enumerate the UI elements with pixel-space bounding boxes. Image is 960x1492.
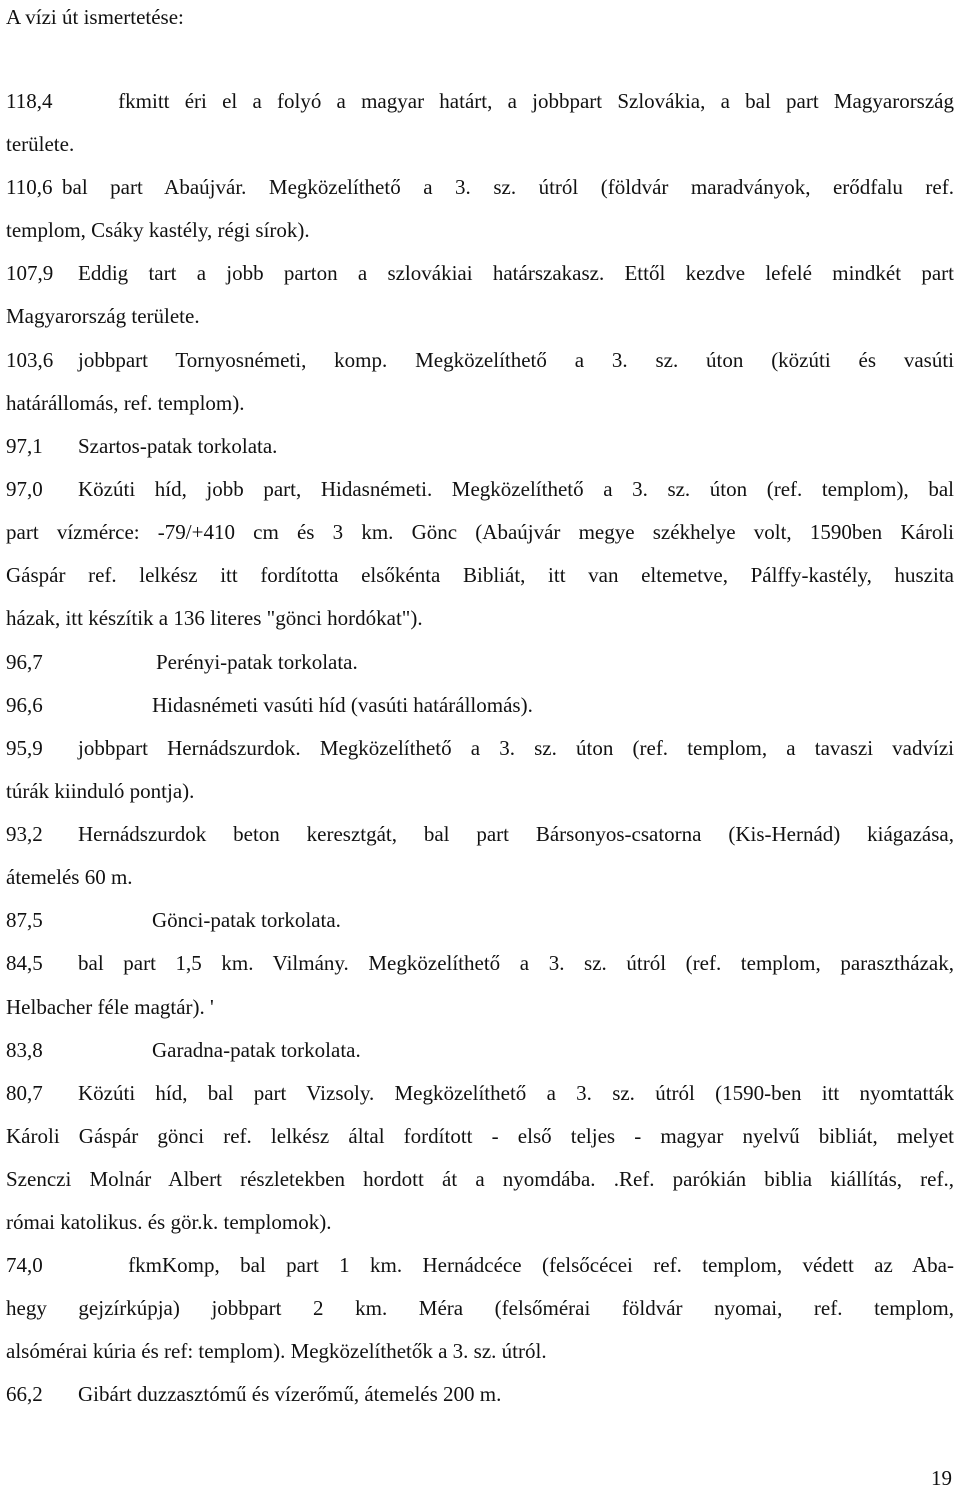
entry-text: Gibárt duzzasztómű és vízerőmű, átemelés 200 m. [78, 1382, 502, 1406]
entry-74-0-line-1 [6, 1251, 954, 1279]
entry-text: Komp, bal part 1 km. Hernádcéce (felsőcécei ref. templom, védett az Aba- [162, 1253, 954, 1277]
entry-text: jobbpart Hernádszurdok. Megközelíthető a 3. sz. úton (ref. templom, a tavaszi vadvízi [78, 736, 954, 760]
entry-text: Garadna-patak torkolata. [152, 1038, 361, 1062]
entry-km: 83,8 [6, 1038, 43, 1062]
entry-text: bal part 1,5 km. Vilmány. Megközelíthető a 3. sz. útról (ref. templom, parasztházak, [78, 951, 954, 975]
entry-93-2-line-2: átemelés 60 m. [6, 865, 133, 889]
entry-km: 80,7 [6, 1081, 43, 1105]
entry-118-4-line-1 [6, 87, 954, 115]
entry-text: Közúti híd, bal part Vizsoly. Megközelíthető a 3. sz. útról (1590-ben itt nyomtatták [78, 1081, 954, 1105]
entry-97-0-line-4: házak, itt készítik a 136 literes "gönci hordókat"). [6, 606, 423, 630]
entry-80-7-line-2: Károli Gáspár gönci ref. lelkész által fordított - első teljes - magyar nyelvű bibliát, melyet [6, 1124, 954, 1148]
entry-km: 87,5 [6, 908, 43, 932]
entry-km: 107,9 [6, 261, 54, 285]
entry-84-5-line-2: Helbacher féle magtár). ' [6, 995, 214, 1019]
entry-km: 95,9 [6, 736, 43, 760]
entry-text: itt éri el a folyó a magyar határt, a jobbpart Szlovákia, a bal part Magyarország [152, 89, 954, 113]
entry-km: 96,7 [6, 650, 43, 674]
entry-text: Perényi-patak torkolata. [156, 650, 358, 674]
entry-text: Gönci-patak torkolata. [152, 908, 341, 932]
entry-80-7-line-3: Szenczi Molnár Albert részletekben hordott át a nyomdába. .Ref. parókián biblia kiállítás, ref., [6, 1167, 954, 1191]
entry-107-9-line-2: Magyarország területe. [6, 304, 200, 328]
entry-107-9-line-1 [6, 259, 954, 287]
entry-97-0-line-2: part vízmérce: -79/+410 cm és 3 km. Gönc (Abaújvár megye székhelye volt, 1590ben Károli [6, 520, 954, 544]
entry-74-0-line-3: alsómérai kúria és ref: templom). Megközelíthetők a 3. sz. útról. [6, 1339, 547, 1363]
entry-84-5-line-1 [6, 949, 954, 977]
entry-97-0-line-1 [6, 475, 954, 503]
entry-text: Közúti híd, jobb part, Hidasnémeti. Megközelíthető a 3. sz. úton (ref. templom), bal [78, 477, 954, 501]
entry-110-6-line-1 [6, 173, 954, 201]
entry-km: 66,2 [6, 1382, 43, 1406]
entry-97-1-line-1 [6, 432, 277, 460]
entry-103-6-line-2: határállomás, ref. templom). [6, 391, 245, 415]
entry-93-2-line-1 [6, 820, 954, 848]
entry-80-7-line-1 [6, 1079, 954, 1107]
entry-118-4-line-2: területe. [6, 132, 75, 156]
entry-km: 97,1 [6, 434, 43, 458]
entry-km: 96,6 [6, 693, 43, 717]
entry-text: Hernádszurdok beton keresztgát, bal part Bársonyos-csatorna (Kis-Hernád) kiágazása, [78, 822, 954, 846]
entry-96-7-line-1 [6, 648, 358, 676]
entry-80-7-line-4: római katolikus. és gör.k. templomok). [6, 1210, 332, 1234]
entry-74-0-line-2: hegy gejzírkúpja) jobbpart 2 km. Méra (felsőmérai földvár nyomai, ref. templom, [6, 1296, 954, 1320]
entry-km: 103,6 [6, 348, 54, 372]
entry-95-9-line-1 [6, 734, 954, 762]
entry-83-8-line-1 [6, 1036, 361, 1064]
entry-text: bal part Abaújvár. Megközelíthető a 3. sz. útról (földvár maradványok, erődfalu ref. [62, 175, 954, 199]
entry-103-6-line-1 [6, 346, 954, 374]
page-number: 19 [931, 1466, 952, 1490]
entry-km: 118,4 fkm [6, 89, 152, 113]
entry-km: 97,0 [6, 477, 43, 501]
entry-km: 110,6 [6, 175, 53, 199]
entry-km: 93,2 [6, 822, 43, 846]
entry-96-6-line-1 [6, 691, 533, 719]
entry-97-0-line-3: Gáspár ref. lelkész itt fordította elsőkénta Bibliát, itt van eltemetve, Pálffy-kastély, huszita [6, 563, 954, 587]
entry-text: jobbpart Tornyosnémeti, komp. Megközelíthető a 3. sz. úton (közúti és vasúti [78, 348, 954, 372]
entry-66-2-line-1 [6, 1380, 501, 1408]
entry-text: Hidasnémeti vasúti híd (vasúti határállomás). [152, 693, 533, 717]
section-heading: A vízi út ismertetése: [6, 5, 184, 29]
entry-text: Eddig tart a jobb parton a szlovákiai határszakasz. Ettől kezdve lefelé mindkét part [78, 261, 954, 285]
entry-95-9-line-2: túrák kiinduló pontja). [6, 779, 195, 803]
entry-km: 84,5 [6, 951, 43, 975]
entry-text: Szartos-patak torkolata. [78, 434, 278, 458]
entry-87-5-line-1 [6, 906, 341, 934]
entry-km: 74,0 fkm [6, 1253, 162, 1277]
entry-110-6-line-2: templom, Csáky kastély, régi sírok). [6, 218, 310, 242]
